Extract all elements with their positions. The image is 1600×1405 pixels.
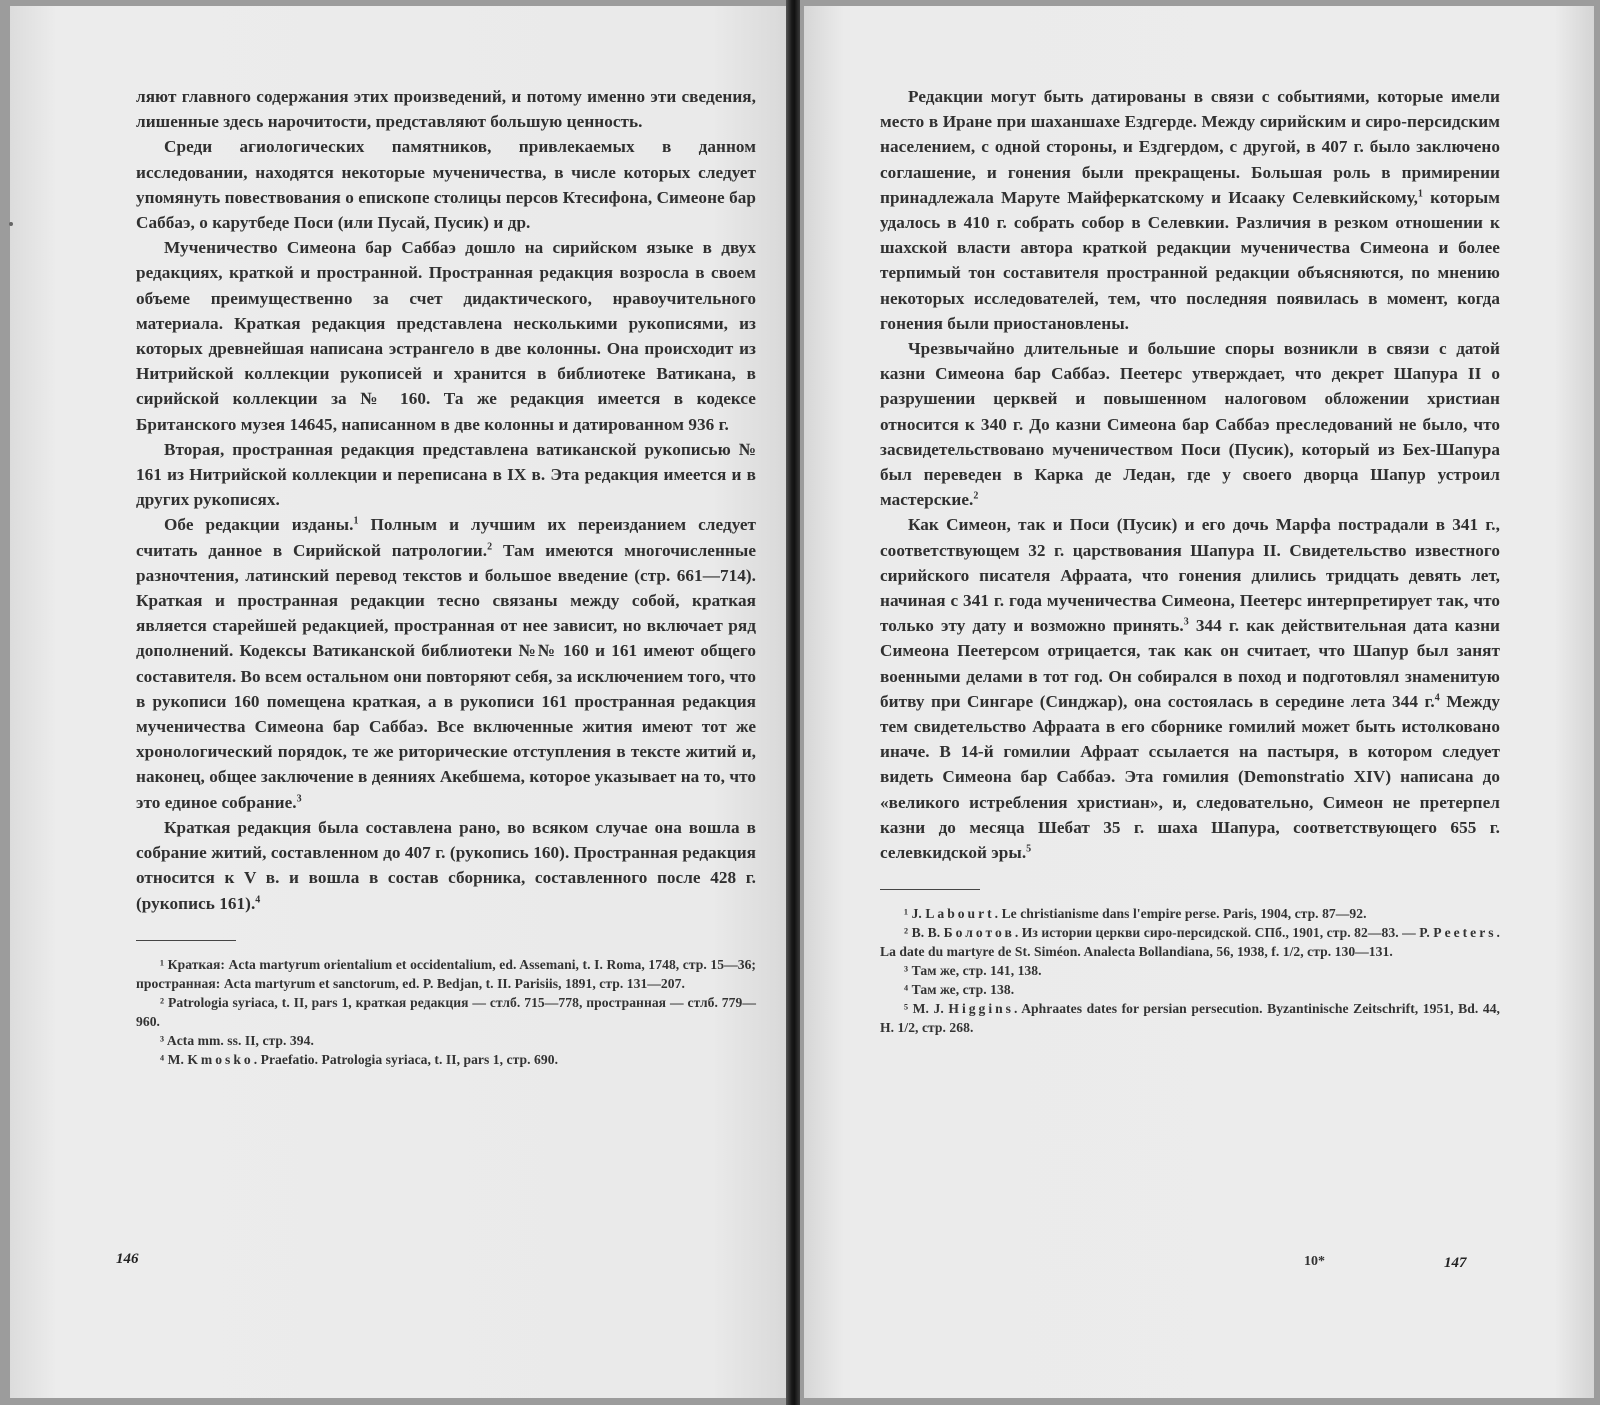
left-page-text — [136, 84, 756, 1069]
paragraph-text: Между тем свидетельство Афраата в его сборнике гомилий может быть истолковано иначе. В 14-й гомилии Афраат ссылается на пастыря, в котором следует видеть Симеона бар Саббаэ. Эта гомилия (Demonstratio XIV) написана до «великого истребления христиан», и, следовательно, Симеон не претерпел казни до месяца Шебат 35 г. шаха Шапура, соответствующего 655 г. селевкидской эры. — [880, 691, 1500, 863]
footnote-text: ¹ J. — [904, 906, 926, 922]
paragraph-text: Полным и лучшим их переизданием следует считать данное в Сирийской патрологии. — [136, 515, 756, 560]
paragraph-text: Краткая редакция была составлена рано, во всяком случае она вошла в собрание житий, составленном до 407 г. (рукопись 160). Пространная редакция относится к V в. и вошла в состав сборника, составленного после 428 г. (рукопись 161). — [136, 817, 756, 913]
paragraph — [880, 84, 1500, 336]
speck — [9, 222, 13, 226]
footnote-ref: 5 — [1026, 843, 1032, 855]
footnote: ² Patrologia syriaca, t. II, pars 1, краткая редакция — стлб. 715—778, пространная — стлб. 779—960. — [136, 994, 756, 1029]
footnote: ³ Там же, стр. 141, 138. — [904, 963, 1042, 979]
footnote-author: Labourt — [925, 906, 995, 922]
paragraph — [136, 815, 756, 916]
footnote: ³ Acta mm. ss. II, стр. 394. — [160, 1032, 314, 1048]
footnote-author: Kmosko — [187, 1051, 254, 1067]
footnote — [136, 1050, 756, 1069]
footnote-author: Peeters — [1433, 925, 1497, 941]
footnote-text: . Le christianisme dans l'empire perse. Paris, 1904, стр. 87—92. — [994, 906, 1367, 922]
footnote-ref: 2 — [973, 490, 979, 502]
footnote-text: . La date du martyre de St. Siméon. Analecta Bollandiana, 56, 1938, f. 1/2, стр. 130—131. — [880, 925, 1500, 960]
footnote — [880, 999, 1500, 1037]
footnote-ref: 1 — [1417, 188, 1423, 200]
footnote-text: ² В. В. — [904, 925, 944, 941]
footnotes — [880, 904, 1500, 1037]
footnote-text: ⁴ M. — [160, 1051, 188, 1067]
paragraph: ляют главного содержания этих произведений, и потому именно эти сведения, лишенные здесь нарочитости, представляют большую ценность. — [136, 87, 756, 132]
footnote-ref: 3 — [1183, 616, 1189, 628]
paragraph: Среди агиологических памятников, привлекаемых в данном исследовании, находятся некоторые мученичества, в числе которых следует упомянуть повествования о епископе столицы персов Ктесифона, Симеоне бар Саббаэ, о карутбеде Поси (или Пусай, Пусик) и др. — [136, 137, 756, 233]
footnote: ⁴ Там же, стр. 138. — [904, 982, 1015, 998]
footnote-divider — [880, 889, 980, 890]
paragraph — [880, 336, 1500, 512]
footnote-text: . Praefatio. Patrologia syriaca, t. II, pars 1, стр. 690. — [253, 1051, 559, 1067]
paragraph — [136, 512, 756, 814]
footnote-author: Higgins — [948, 1001, 1014, 1017]
footnote-divider — [136, 940, 236, 941]
right-page — [804, 6, 1594, 1398]
footnote-ref: 2 — [487, 540, 493, 552]
footnote: ¹ Краткая: Acta martyrum orientalium et occidentalium, ed. Assemani, t. I. Roma, 1748, стр. 15—36; пространная: Acta martyrum et sanctorum, ed. P. Bedjan, t. II. Parisiis, 1891, стр. 131—207. — [136, 956, 756, 991]
footnote-ref: 1 — [353, 515, 359, 527]
footnote-author: Болотов — [943, 925, 1015, 941]
paragraph — [880, 512, 1500, 865]
paragraph: Вторая, пространная редакция представлена ватиканской рукописью № 161 из Нитрийской коллекции и переписана в IX в. Эта редакция имеется и в других рукописях. — [136, 439, 756, 510]
footnote — [880, 904, 1500, 923]
paragraph-text: Редакции могут быть датированы в связи с событиями, которые имели место в Иране при шаханшахе Ездгерде. Между сирийским и сиро-персидским населением, с одной стороны, и Ездгердом, с другой, в 407 г. было заключено соглашение, и гонения были прекращены. Большая роль в примирении принадлежала Маруте Майферкатскому и Исааку Селевкийскому, — [880, 87, 1500, 207]
footnote-text: ⁵ M. J. — [904, 1001, 949, 1017]
footnote-ref: 3 — [296, 792, 302, 804]
page-number: 147 — [1444, 1255, 1467, 1271]
footnotes — [136, 955, 756, 1069]
footnote-ref: 4 — [255, 893, 261, 905]
book-gutter — [786, 0, 800, 1405]
paragraph-text: Чрезвычайно длительные и большие споры возникли в связи с датой казни Симеона бар Саббаэ. Пеетерс утверждает, что декрет Шапура II о разрушении церквей и повышенном налоговом обложении христиан относится к 340 г. До казни Симеона бар Саббаэ преследований не было, что засвидетельствовано мученичеством Поси (Пусик), который из Бех-Шапура был переведен в Карка де Ледан, где у своего дворца Шапур устроил мастерские. — [880, 339, 1500, 510]
printer-signature: 10* — [1304, 1254, 1325, 1269]
footnote-text: . Aphraates dates for persian persecution. Byzantinische Zeitschrift, 1951, Bd. 44, H. 1/2, стр. 268. — [880, 1001, 1500, 1036]
paragraph-text: Как Симеон, так и Поси (Пусик) и его дочь Марфа пострадали в 341 г., соответствующем 32 г. царствования Шапура II. Свидетельство известного сирийского писателя Афраата, что гонения длились тридцать девять лет, начиная с 341 г. года мученичества Симеона, Пеетерс интерпретирует так, что только эту дату и возможно принять. — [880, 515, 1500, 636]
footnote-text: . Из истории церкви сиро-персидской. СПб., 1901, стр. 82—83. — P. — [1014, 925, 1434, 941]
right-page-text — [880, 84, 1500, 1037]
footnote — [880, 923, 1500, 961]
footnote-ref: 4 — [1434, 692, 1440, 704]
paragraph-text: Там имеются многочисленные разночтения, латинский перевод текстов и большое введение (стр. 661—714). Краткая и пространная редакции тесно связаны между собой, краткая является старейшей редакцией, пространная от нее зависит, но включает ряд дополнений. Кодексы Ватиканской библиотеки №№ 160 и 161 имеют общего составителя. Во всем остальном они повторяют себя, за исключением того, что в рукописи 160 помещена краткая, а в рукописи 161 пространная редакция мученичества Симеона бар Саббаэ. Все включенные жития имеют тот же хронологический порядок, те же риторические отступления в тексте житий и, наконец, общее заключение в деяниях Акебшема, которое указывает на то, что это единое собрание. — [136, 540, 756, 812]
paragraph-text: Обе редакции изданы. — [164, 515, 354, 535]
paragraph: Мученичество Симеона бар Саббаэ дошло на сирийском языке в двух редакциях, краткой и пространной. Пространная редакция возросла в своем объеме преимущественно за счет дидактического, нравоучительного материала. Краткая редакция представлена несколькими рукописями, из которых древнейшая написана эстрангело в две колонны. Она происходит из Нитрийской коллекции рукописей и хранится в библиотеке Ватикана, в сирийской коллекции за № 160. Та же редакция имеется в кодексе Британского музея 14645, написанном в две колонны и датированном 936 г. — [136, 238, 756, 434]
page-number: 146 — [116, 1251, 139, 1267]
paragraph-text: которым удалось в 410 г. собрать собор в Селевкии. Различия в резком отношении к шахской власти автора краткой редакции мученичества Симеона и более терпимый тон составителя пространной редакции объясняются, по мнению некоторых исследователей, тем, что последняя появилась в момент, когда гонения были приостановлены. — [880, 187, 1500, 333]
paragraph-text: 344 г. как действительная дата казни Симеона Пеетерсом отрицается, так как он считает, что Шапур был занят военными делами в тот год. Он собирался в поход и подготовлял знаменитую битву при Сингаре (Синджар), она состоялась в середине лета 344 г. — [880, 616, 1500, 711]
left-page — [10, 6, 790, 1398]
